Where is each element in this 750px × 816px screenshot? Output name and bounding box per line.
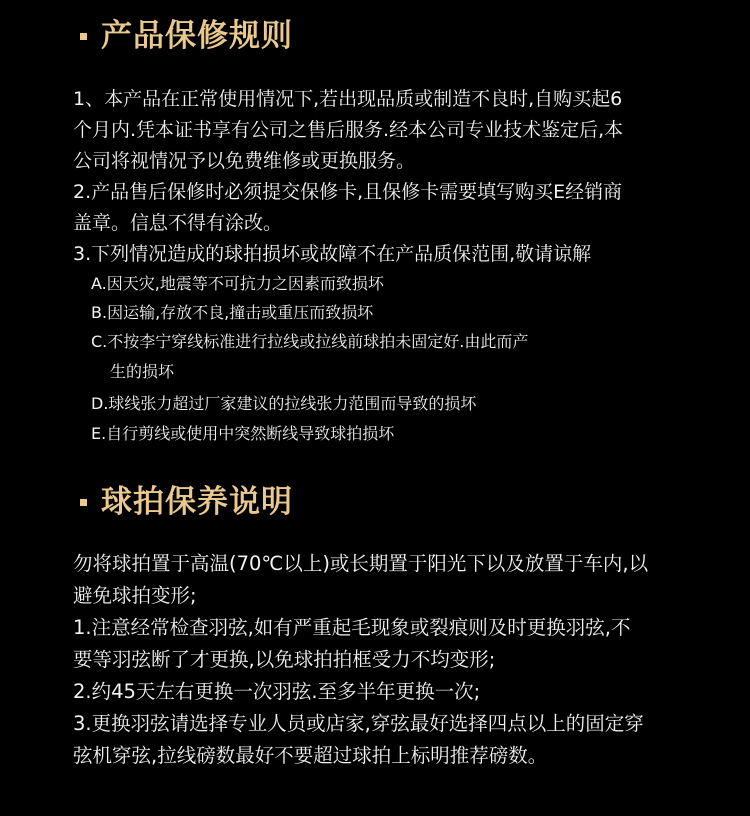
- exclusion-item: B.因运输,存放不良,撞击或重压而致损坏: [91, 303, 374, 322]
- warranty-paragraph: 3.下列情况造成的球拍损坏或故障不在产品质保范围,敬请谅解: [73, 243, 592, 265]
- warranty-paragraph: 盖章。信息不得有涂改。: [73, 212, 283, 234]
- care-paragraph: 1.注意经常检查羽弦,如有严重起毛现象或裂痕则及时更换羽弦,不: [73, 616, 631, 639]
- care-paragraph: 弦机穿弦,拉线磅数最好不要超过球拍上标明推荐磅数。: [73, 744, 548, 767]
- care-paragraph: 3.更换羽弦请选择专业人员或店家,穿弦最好选择四点以上的固定穿: [73, 712, 644, 735]
- exclusion-item: C.不按李宁穿线标准进行拉线或拉线前球拍未固定好.由此而产: [91, 332, 529, 351]
- exclusion-item: E.自行剪线或使用中突然断线导致球拍损坏: [91, 424, 395, 443]
- exclusion-item: D.球线张力超过厂家建议的拉线张力范围而导致的损坏: [91, 394, 477, 413]
- warranty-paragraph: 个月内.凭本证书享有公司之售后服务.经本公司专业技术鉴定后,本: [73, 119, 624, 141]
- section-title-warranty: [80, 14, 293, 58]
- section-title-text: 产品保修规则: [101, 18, 293, 54]
- care-paragraph: 2.约45天左右更换一次羽弦.至多半年更换一次;: [73, 680, 481, 703]
- warranty-paragraph: 公司将视情况予以免费维修或更换服务。: [73, 150, 416, 172]
- warranty-paragraph: 2.产品售后保修时必须提交保修卡,且保修卡需要填写购买E经销商: [73, 181, 623, 203]
- title-bullet-icon: [80, 33, 87, 40]
- exclusion-item: 生的损坏: [110, 362, 175, 381]
- care-paragraph: 勿将球拍置于高温(70℃以上)或长期置于阳光下以及放置于车内,以: [73, 552, 649, 575]
- exclusion-item: A.因天灾,地震等不可抗力之因素而致损坏: [91, 274, 384, 293]
- care-paragraph: 避免球拍变形;: [73, 584, 197, 607]
- care-paragraph: 要等羽弦断了才更换,以免球拍拍框受力不均变形;: [73, 648, 496, 671]
- warranty-paragraph: 1、本产品在正常使用情况下,若出现品质或制造不良时,自购买起6: [73, 88, 623, 110]
- section-title-care: [80, 480, 293, 524]
- title-bullet-icon: [80, 499, 87, 506]
- section-title-text: 球拍保养说明: [101, 484, 293, 520]
